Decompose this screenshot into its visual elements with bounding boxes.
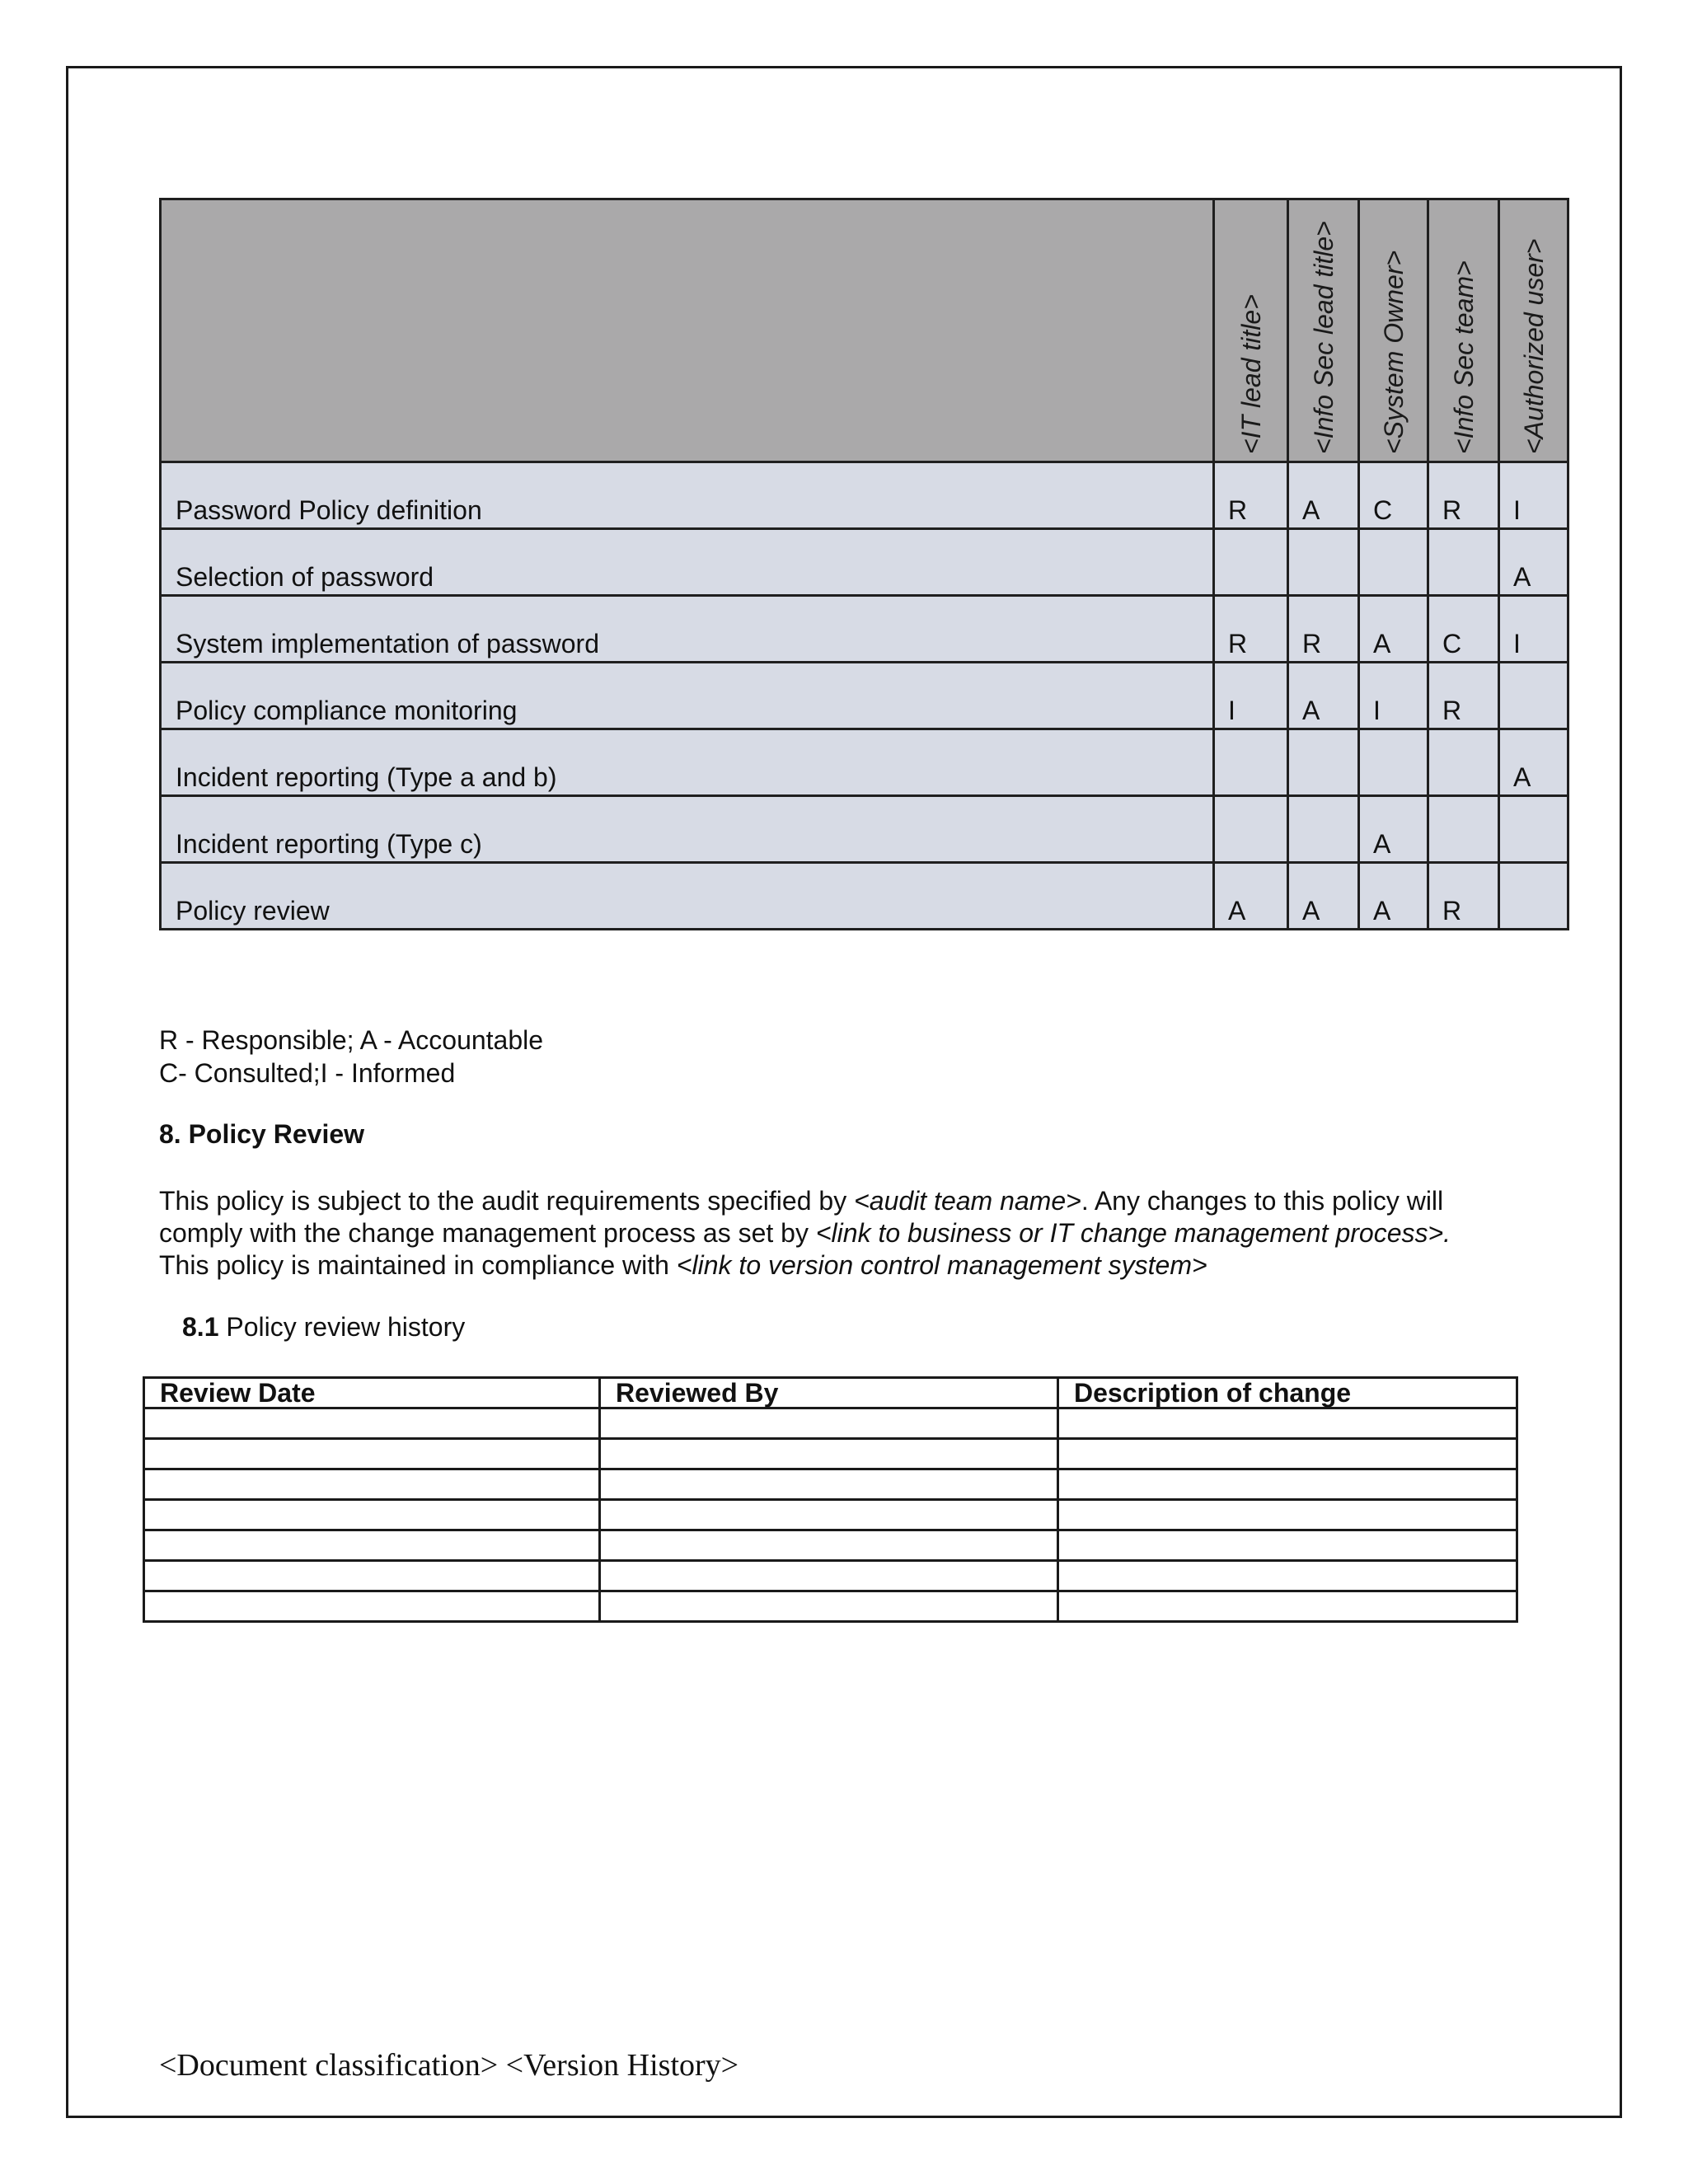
raci-code: A [1288,462,1359,529]
raci-code: R [1428,663,1499,729]
raci-code [1359,529,1428,596]
raci-code: A [1359,863,1428,930]
history-cell [600,1561,1058,1591]
history-cell [600,1469,1058,1500]
section-heading: 8. Policy Review [159,1119,365,1149]
raci-code: A [1288,863,1359,930]
raci-row [161,529,1568,596]
raci-task: Incident reporting (Type a and b) [161,729,1214,796]
raci-code [1499,663,1568,729]
raci-code: A [1359,596,1428,663]
raci-task: Selection of password [161,529,1214,596]
history-header-row [144,1378,1517,1408]
raci-table [159,198,1569,930]
history-cell [1058,1500,1517,1530]
history-cell [600,1408,1058,1439]
raci-code [1499,796,1568,863]
raci-code: A [1499,529,1568,596]
paragraph-line [159,1185,1560,1217]
raci-role-header [1499,199,1568,462]
raci-code: A [1499,729,1568,796]
history-cell [144,1561,600,1591]
paragraph-line [159,1249,1560,1282]
history-cell [1058,1439,1517,1469]
legend-line: R - Responsible; A - Accountable [159,1025,544,1055]
history-header-cell: Review Date [144,1378,600,1408]
paragraph-text: This policy is maintained in compliance with [159,1250,677,1280]
history-cell [144,1408,600,1439]
history-row [144,1530,1517,1561]
subsection-heading [182,1312,465,1343]
raci-role-header [1428,199,1499,462]
history-row [144,1591,1517,1622]
raci-task: Policy compliance monitoring [161,663,1214,729]
raci-code [1288,529,1359,596]
raci-role-label: <System Owner> [1378,250,1409,454]
raci-row [161,796,1568,863]
raci-task: Policy review [161,863,1214,930]
history-cell [144,1500,600,1530]
history-cell [144,1469,600,1500]
raci-code: R [1428,462,1499,529]
raci-code [1499,863,1568,930]
raci-code [1428,529,1499,596]
history-cell [600,1500,1058,1530]
raci-code [1428,729,1499,796]
history-cell [1058,1591,1517,1622]
subsection-number: 8.1 [182,1312,219,1342]
raci-code [1214,796,1288,863]
raci-code: C [1428,596,1499,663]
history-cell [1058,1469,1517,1500]
raci-role-label: <Info Sec team> [1448,260,1479,454]
history-row [144,1561,1517,1591]
history-header-cell: Description of change [1058,1378,1517,1408]
history-cell [144,1530,600,1561]
history-cell [1058,1530,1517,1561]
raci-role-label: <IT lead title> [1236,294,1266,454]
legend-line: C- Consulted;I - Informed [159,1058,456,1088]
raci-row [161,863,1568,930]
history-cell [1058,1408,1517,1439]
history-cell [600,1439,1058,1469]
raci-role-label: <Authorized user> [1518,238,1549,454]
raci-row [161,729,1568,796]
subsection-title: Policy review history [218,1312,466,1342]
raci-code: I [1499,462,1568,529]
raci-code [1214,729,1288,796]
raci-role-header [1359,199,1428,462]
raci-code: A [1214,863,1288,930]
placeholder-text: <link to version control management system> [676,1250,1207,1280]
raci-header-blank [161,199,1214,462]
raci-code: A [1288,663,1359,729]
raci-task: Password Policy definition [161,462,1214,529]
raci-legend [159,1024,543,1090]
raci-code: R [1214,462,1288,529]
history-row [144,1469,1517,1500]
placeholder-text: <audit team name> [854,1186,1081,1216]
raci-code: I [1214,663,1288,729]
raci-code: R [1288,596,1359,663]
raci-row [161,596,1568,663]
raci-role-label: <Info Sec lead title> [1308,221,1339,454]
review-history-table [143,1376,1518,1623]
raci-code: I [1499,596,1568,663]
raci-task: System implementation of password [161,596,1214,663]
policy-review-paragraph [159,1185,1560,1282]
paragraph-text: . Any changes to this policy will [1081,1186,1444,1216]
history-header-cell: Reviewed By [600,1378,1058,1408]
raci-code [1288,796,1359,863]
history-row [144,1408,1517,1439]
raci-code [1288,729,1359,796]
raci-role-header [1214,199,1288,462]
raci-code: R [1214,596,1288,663]
history-cell [144,1591,600,1622]
raci-row [161,462,1568,529]
raci-code [1359,729,1428,796]
history-cell [1058,1561,1517,1591]
history-row [144,1439,1517,1469]
raci-header-row [161,199,1568,462]
paragraph-line [159,1217,1560,1249]
page-footer: <Document classification> <Version History> [159,2048,739,2083]
history-cell [600,1591,1058,1622]
raci-code: A [1359,796,1428,863]
history-cell [144,1439,600,1469]
raci-code: R [1428,863,1499,930]
raci-code [1428,796,1499,863]
raci-code [1214,529,1288,596]
raci-code: I [1359,663,1428,729]
paragraph-text: comply with the change management process as set by [159,1218,816,1248]
history-cell [600,1530,1058,1561]
history-row [144,1500,1517,1530]
raci-code: C [1359,462,1428,529]
raci-task: Incident reporting (Type c) [161,796,1214,863]
paragraph-text: This policy is subject to the audit requirements specified by [159,1186,855,1216]
raci-row [161,663,1568,729]
placeholder-text: <link to business or IT change management process>. [815,1218,1451,1248]
raci-role-header [1288,199,1359,462]
